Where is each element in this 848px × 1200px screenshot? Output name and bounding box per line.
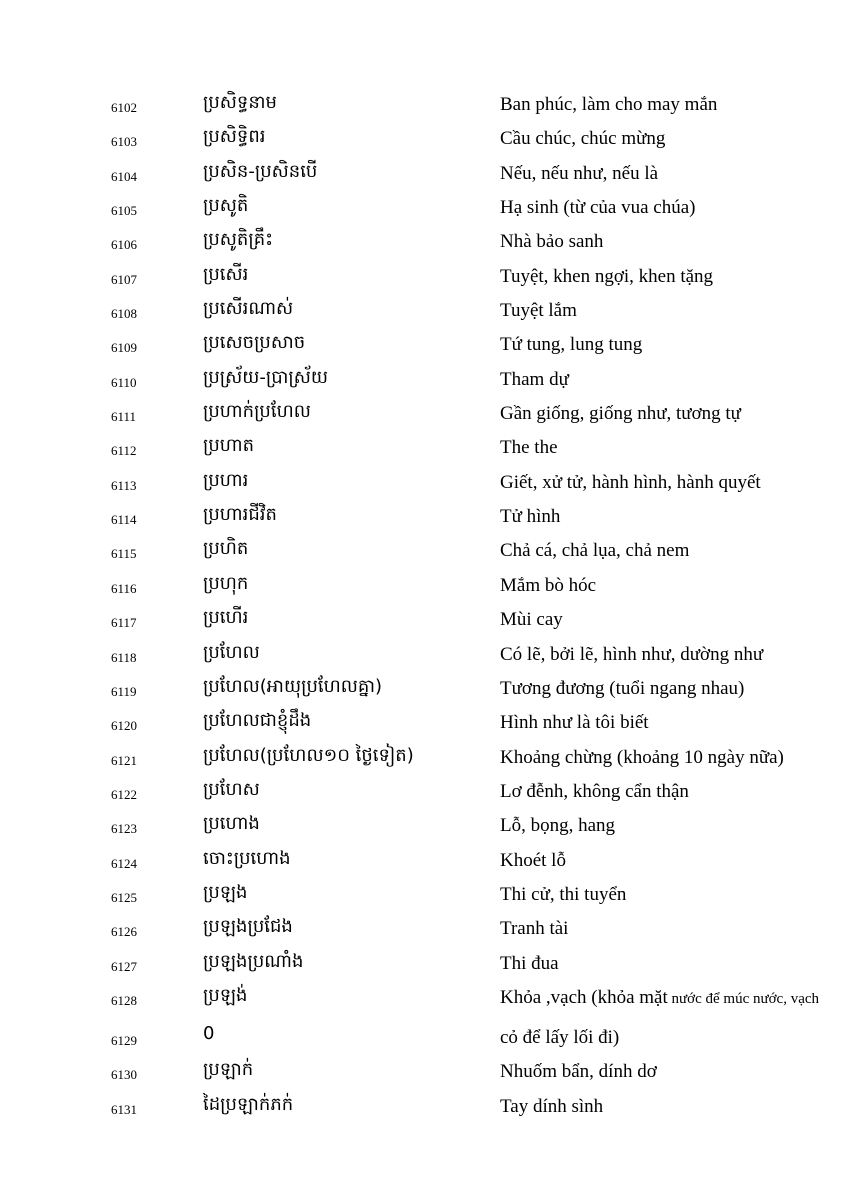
khmer-term: ប្រសូតិគ្រឹះ (203, 229, 274, 251)
meaning-text: Mắm bò hóc (500, 574, 597, 596)
khmer-term: ប្រហាក់ប្រហែល (203, 401, 311, 423)
vietnamese-meaning (500, 163, 658, 185)
entry-row (0, 464, 848, 498)
entry-number: 6126 (111, 924, 137, 940)
khmer-term: ប្រស្រ័យ-ប្រាស្រ័យ (203, 366, 329, 388)
entry-row (0, 704, 848, 738)
entry-number: 6118 (111, 649, 137, 665)
entry-row (0, 498, 848, 532)
khmer-term: ប្រហោង (203, 813, 260, 835)
meaning-text: Hình như là tôi biết (500, 712, 649, 734)
vietnamese-meaning (500, 678, 744, 700)
entry-number: 6128 (111, 992, 137, 1008)
khmer-term: ប្រហែស (203, 778, 260, 800)
vietnamese-meaning (500, 231, 603, 253)
entry-number: 6114 (111, 512, 137, 528)
khmer-term: ប្រសិទ្ធនាម (203, 92, 277, 113)
entry-row (0, 876, 848, 910)
meaning-text: Nhuốm bẩn, dính dơ (500, 1061, 657, 1083)
entry-number: 6103 (111, 134, 137, 150)
vietnamese-meaning (500, 884, 626, 906)
entry-number: 6113 (111, 477, 137, 493)
entry-number: 6105 (111, 203, 137, 219)
vietnamese-meaning (500, 1096, 603, 1118)
entry-row (0, 1053, 848, 1087)
vietnamese-meaning (500, 781, 689, 803)
entry-row (0, 155, 848, 189)
vietnamese-meaning (500, 437, 558, 459)
entry-number: 6115 (111, 546, 137, 562)
vietnamese-meaning (500, 128, 665, 150)
vietnamese-meaning (500, 403, 741, 425)
khmer-term: ប្រហើរ (203, 607, 249, 629)
meaning-text: Gần giống, giống như, tương tự (500, 403, 741, 425)
entry-number: 6125 (111, 889, 137, 905)
khmer-term: ប្រសិទ្ធិពរ (203, 126, 266, 148)
entry-number: 6129 (111, 1032, 137, 1048)
entry-row (0, 979, 848, 1019)
entry-row (0, 567, 848, 601)
khmer-term: ប្រសើរណាស់ (203, 298, 294, 320)
entry-row (0, 86, 848, 120)
vietnamese-meaning (500, 953, 559, 975)
entry-number: 6112 (111, 443, 137, 459)
entry-number: 6123 (111, 821, 137, 837)
entry-row (0, 601, 848, 635)
entry-row (0, 120, 848, 154)
entry-row (0, 1019, 848, 1053)
vietnamese-meaning (500, 712, 649, 734)
vietnamese-meaning (500, 266, 713, 288)
vietnamese-meaning (500, 300, 577, 322)
khmer-term: 0 (203, 1022, 215, 1044)
meaning-text: Nếu, nếu như, nếu là (500, 162, 659, 184)
vietnamese-meaning (500, 540, 689, 562)
khmer-term: ចោះប្រហោង (203, 847, 291, 869)
entry-row (0, 842, 848, 876)
entry-number: 6119 (111, 683, 137, 699)
entry-number: 6130 (111, 1067, 137, 1083)
khmer-term: ប្រហែលជាខ្ញុំដឹង (203, 710, 312, 732)
meaning-text: Khoét lỗ (500, 849, 566, 871)
meaning-text: Tử hình (500, 506, 561, 528)
entry-number: 6111 (111, 409, 137, 425)
entry-number: 6102 (111, 100, 137, 115)
entry-row (0, 636, 848, 670)
khmer-term: ប្រសេចប្រសាច (203, 332, 306, 354)
khmer-term: ប្រហែល (203, 641, 260, 663)
khmer-term: ប្រឡាក់ (203, 1059, 254, 1081)
entry-row (0, 1088, 848, 1122)
entry-number: 6117 (111, 615, 137, 631)
vietnamese-meaning (500, 609, 563, 631)
meaning-text: The the (500, 437, 558, 459)
entry-row (0, 361, 848, 395)
entry-row (0, 807, 848, 841)
meaning-text: Lỗ, bọng, hang (500, 815, 616, 837)
khmer-term: ប្រហិត (203, 538, 249, 560)
entry-number: 6106 (111, 237, 137, 253)
khmer-term: ប្រហែល(ប្រហែល១០ ថ្ងៃទៀត) (203, 744, 414, 766)
vietnamese-meaning (500, 575, 596, 597)
meaning-text: Nhà bảo sanh (500, 231, 604, 253)
meaning-text: Khỏa ,vạch (khỏa mặt (500, 986, 668, 1008)
meaning-text: Tranh tài (500, 918, 569, 940)
vietnamese-meaning (500, 334, 642, 356)
meaning-text: Tham dự (500, 368, 569, 390)
meaning-text: Thi cử, thi tuyển (500, 883, 627, 905)
vietnamese-meaning (500, 506, 560, 528)
khmer-term: ប្រហែល(អាយុប្រហែលគ្នា) (203, 675, 383, 697)
entry-row (0, 670, 848, 704)
khmer-term: ប្រឡងប្រណាំង (203, 950, 304, 972)
entry-row (0, 258, 848, 292)
khmer-term: ដៃប្រឡាក់ភក់ (203, 1093, 294, 1115)
meaning-text: Lơ đễnh, không cẩn thận (500, 780, 689, 802)
entry-row (0, 326, 848, 360)
meaning-text: Tuyệt, khen ngợi, khen tặng (500, 265, 714, 287)
entry-row (0, 945, 848, 979)
entry-row (0, 189, 848, 223)
entry-row (0, 223, 848, 257)
vietnamese-meaning (500, 918, 568, 940)
meaning-text: Chả cá, chả lụa, chả nem (500, 540, 690, 562)
khmer-term: ប្រសិន-ប្រសិនបើ (203, 160, 318, 182)
meaning-text: Tứ tung, lung tung (500, 334, 643, 356)
entry-number: 6131 (111, 1101, 137, 1117)
meaning-text: Tương đương (tuổi ngang nhau) (500, 677, 745, 699)
vietnamese-meaning (500, 472, 761, 494)
meaning-text: cỏ để lấy lối đi) (500, 1026, 620, 1048)
entry-number: 6127 (111, 958, 137, 974)
entry-row (0, 910, 848, 944)
khmer-term: ប្រហុក (203, 572, 249, 594)
khmer-term: ប្រឡង (203, 881, 248, 903)
khmer-term: ប្រសើរ (203, 263, 249, 285)
meaning-text: Hạ sinh (từ của vua chúa) (500, 197, 696, 219)
entry-number: 6107 (111, 271, 137, 287)
entry-number: 6121 (111, 752, 137, 768)
entry-number: 6109 (111, 340, 137, 356)
khmer-term: ប្រសូតិ (203, 195, 249, 217)
vietnamese-meaning (500, 815, 615, 837)
dictionary-entries (0, 86, 848, 1122)
khmer-term: ប្រហារជីវិត (203, 504, 277, 526)
vietnamese-meaning (500, 94, 717, 116)
vietnamese-meaning (500, 197, 695, 219)
vietnamese-meaning (500, 1061, 657, 1083)
vietnamese-meaning (500, 1027, 619, 1049)
entry-number: 6116 (111, 580, 137, 596)
khmer-term: ប្រឡងប្រជែង (203, 916, 293, 938)
meaning-text: Mùi cay (500, 609, 563, 631)
entry-row (0, 395, 848, 429)
meaning-text: Ban phúc, làm cho may mắn (500, 94, 718, 115)
entry-row (0, 429, 848, 463)
entry-number: 6122 (111, 786, 137, 802)
meaning-text-small: nước để múc nước, vạch (667, 990, 820, 1007)
entry-number: 6108 (111, 306, 137, 322)
meaning-text: Có lẽ, bởi lẽ, hình như, dường như (500, 643, 764, 665)
vietnamese-meaning (500, 369, 569, 391)
entry-number: 6120 (111, 718, 137, 734)
meaning-text: Cầu chúc, chúc mừng (500, 128, 666, 150)
meaning-text: Tuyệt lắm (500, 300, 577, 322)
meaning-text: Tay dính sình (500, 1095, 604, 1117)
meaning-text: Khoảng chừng (khoảng 10 ngày nữa) (500, 746, 784, 768)
entry-row (0, 532, 848, 566)
khmer-term: ប្រហារ (203, 469, 249, 491)
khmer-term: ប្រឡង់ (203, 984, 248, 1006)
meaning-text: Giết, xử tử, hành hình, hành quyết (500, 471, 761, 493)
entry-number: 6104 (111, 168, 137, 184)
vietnamese-meaning (500, 987, 819, 1009)
entry-number: 6110 (111, 374, 137, 390)
entry-number: 6124 (111, 855, 137, 871)
vietnamese-meaning (500, 747, 784, 769)
entry-row (0, 773, 848, 807)
entry-row (0, 292, 848, 326)
meaning-text: Thi đua (500, 952, 559, 974)
khmer-term: ប្រហាត (203, 435, 255, 457)
vietnamese-meaning (500, 644, 763, 666)
vietnamese-meaning (500, 850, 566, 872)
entry-row (0, 739, 848, 773)
